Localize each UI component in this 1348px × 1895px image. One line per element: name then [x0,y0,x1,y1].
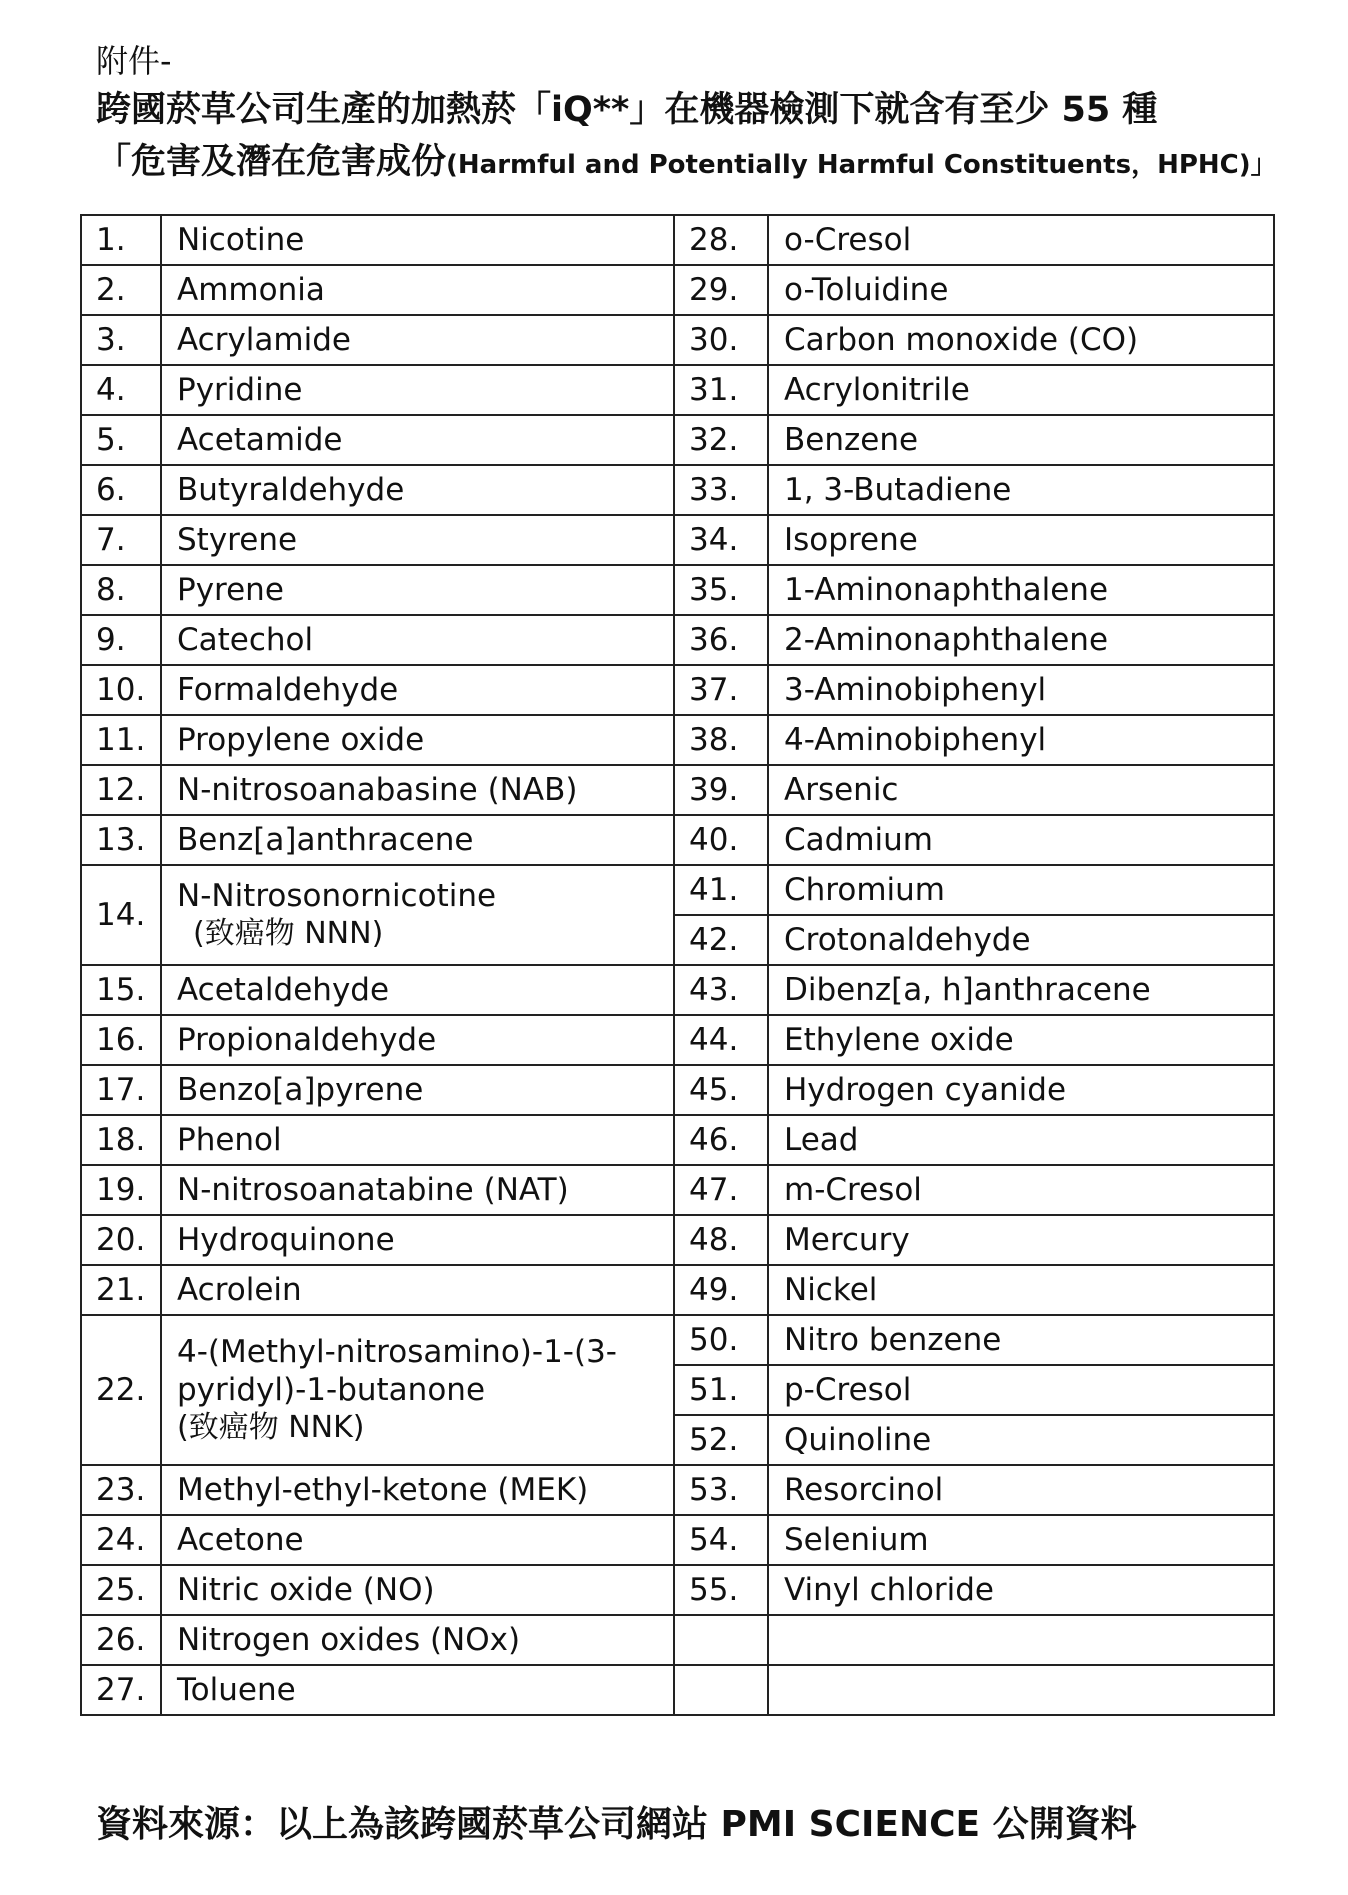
item-name [161,865,674,965]
item-number: 49. [674,1265,768,1315]
table-row [81,315,1274,365]
table-row [81,1015,1274,1065]
document-subtitle [96,136,1286,191]
item-name: Catechol [161,615,674,665]
item-number: 2. [81,265,161,315]
item-name: Lead [768,1115,1274,1165]
item-name: Benz[a]anthracene [161,815,674,865]
item-name: 3-Aminobiphenyl [768,665,1274,715]
item-name: Acetone [161,1515,674,1565]
table-row [81,1065,1274,1115]
item-name: Hydrogen cyanide [768,1065,1274,1115]
item-name: 4-Aminobiphenyl [768,715,1274,765]
item-number: 9. [81,615,161,665]
item-name: Ethylene oxide [768,1015,1274,1065]
item-number: 11. [81,715,161,765]
item-number: 32. [674,415,768,465]
item-number: 44. [674,1015,768,1065]
table-row [81,215,1274,265]
item-number: 36. [674,615,768,665]
item-number: 10. [81,665,161,715]
table-row [81,615,1274,665]
table-row [81,965,1274,1015]
item-number: 5. [81,415,161,465]
table-row [81,1265,1274,1315]
item-number: 48. [674,1215,768,1265]
empty-cell [674,1665,768,1715]
item-note: (致癌物 NNN) [193,916,384,951]
item-name: Acetamide [161,415,674,465]
item-number: 7. [81,515,161,565]
source-note: 資料來源：以上為該跨國菸草公司網站 PMI SCIENCE 公開資料 [96,1804,1137,1845]
item-number: 47. [674,1165,768,1215]
item-name: Pyridine [161,365,674,415]
table-row [81,1565,1274,1615]
item-number: 28. [674,215,768,265]
table-row [81,1215,1274,1265]
item-name: N-nitrosoanabasine (NAB) [161,765,674,815]
table-row [81,465,1274,515]
item-number: 20. [81,1215,161,1265]
item-number: 12. [81,765,161,815]
table-row [81,415,1274,465]
subtitle-english: (Harmful and Potentially Harmful Constituents，HPHC)」 [446,150,1277,180]
item-name: Phenol [161,1115,674,1165]
item-number: 29. [674,265,768,315]
item-name [161,1315,674,1465]
item-name-part: pyridyl)-1-butanone [177,1372,486,1408]
table-row [81,365,1274,415]
item-name: Methyl-ethyl-ketone (MEK) [161,1465,674,1515]
item-number: 33. [674,465,768,515]
item-name: Styrene [161,515,674,565]
item-number: 55. [674,1565,768,1615]
item-number: 40. [674,815,768,865]
item-name: Isoprene [768,515,1274,565]
item-name: Acetaldehyde [161,965,674,1015]
item-number: 23. [81,1465,161,1515]
item-name: m-Cresol [768,1165,1274,1215]
item-note: (致癌物 NNK) [177,1410,365,1445]
item-number: 41. [674,865,768,915]
item-name: Quinoline [768,1415,1274,1465]
attachment-label: 附件- [96,42,172,80]
item-name: Hydroquinone [161,1215,674,1265]
item-number: 53. [674,1465,768,1515]
item-number: 21. [81,1265,161,1315]
item-number: 24. [81,1515,161,1565]
item-number: 34. [674,515,768,565]
table-row [81,1515,1274,1565]
item-number: 26. [81,1615,161,1665]
item-number: 42. [674,915,768,965]
table-row [81,815,1274,865]
empty-cell [768,1665,1274,1715]
item-name: 2-Aminonaphthalene [768,615,1274,665]
item-number: 17. [81,1065,161,1115]
item-name: Nitrogen oxides (NOx) [161,1615,674,1665]
item-number: 8. [81,565,161,615]
item-number: 14. [81,865,161,965]
item-name: 1, 3-Butadiene [768,465,1274,515]
item-name-text: N-Nitrosonornicotine [177,878,497,914]
item-number: 6. [81,465,161,515]
item-name: Nicotine [161,215,674,265]
item-name: Nickel [768,1265,1274,1315]
item-number: 18. [81,1115,161,1165]
item-name: Mercury [768,1215,1274,1265]
item-number: 37. [674,665,768,715]
item-number: 1. [81,215,161,265]
item-number: 39. [674,765,768,815]
item-number: 27. [81,1665,161,1715]
item-name: Resorcinol [768,1465,1274,1515]
empty-cell [674,1615,768,1665]
table-row [81,865,1274,915]
document-title: 跨國菸草公司生產的加熱菸「iQ**」在機器檢測下就含有至少 55 種 [96,90,1158,130]
item-number: 51. [674,1365,768,1415]
item-name: Formaldehyde [161,665,674,715]
item-number: 19. [81,1165,161,1215]
item-name: Chromium [768,865,1274,915]
item-number: 52. [674,1415,768,1465]
item-name: Benzo[a]pyrene [161,1065,674,1115]
item-name: N-nitrosoanatabine (NAT) [161,1165,674,1215]
constituents-table [80,214,1275,1716]
item-name: Nitro benzene [768,1315,1274,1365]
table-row [81,1315,1274,1365]
item-name: Acrylamide [161,315,674,365]
item-name: 1-Aminonaphthalene [768,565,1274,615]
item-number: 25. [81,1565,161,1615]
item-name: Vinyl chloride [768,1565,1274,1615]
item-name: Crotonaldehyde [768,915,1274,965]
item-name: Pyrene [161,565,674,615]
item-number: 16. [81,1015,161,1065]
item-name: Propionaldehyde [161,1015,674,1065]
table-row [81,715,1274,765]
item-number: 45. [674,1065,768,1115]
table-row [81,565,1274,615]
item-number: 35. [674,565,768,615]
item-name: o-Cresol [768,215,1274,265]
table-row [81,1665,1274,1715]
table-row [81,515,1274,565]
item-name: Selenium [768,1515,1274,1565]
table-row [81,665,1274,715]
item-name: Butyraldehyde [161,465,674,515]
item-number: 22. [81,1315,161,1465]
item-name: Carbon monoxide (CO) [768,315,1274,365]
empty-cell [768,1615,1274,1665]
item-number: 43. [674,965,768,1015]
item-number: 4. [81,365,161,415]
table-row [81,765,1274,815]
item-number: 38. [674,715,768,765]
item-number: 13. [81,815,161,865]
item-number: 54. [674,1515,768,1565]
table-row [81,265,1274,315]
item-name: Propylene oxide [161,715,674,765]
item-name: Acrylonitrile [768,365,1274,415]
item-name: Ammonia [161,265,674,315]
item-name: Acrolein [161,1265,674,1315]
subtitle-chinese: 「危害及潛在危害成份 [96,142,447,182]
item-number: 3. [81,315,161,365]
item-name: Arsenic [768,765,1274,815]
table-row [81,1465,1274,1515]
table-row [81,1165,1274,1215]
item-name: Toluene [161,1665,674,1715]
item-name: o-Toluidine [768,265,1274,315]
item-name: p-Cresol [768,1365,1274,1415]
item-number: 31. [674,365,768,415]
table-row [81,1115,1274,1165]
item-name: Nitric oxide (NO) [161,1565,674,1615]
item-name-part: 4-(Methyl-nitrosamino)-1-(3- [177,1334,617,1370]
item-number: 30. [674,315,768,365]
item-name: Dibenz[a, h]anthracene [768,965,1274,1015]
item-number: 50. [674,1315,768,1365]
item-name: Benzene [768,415,1274,465]
item-name: Cadmium [768,815,1274,865]
document-header [96,38,1286,191]
item-number: 15. [81,965,161,1015]
table-row [81,1615,1274,1665]
item-number: 46. [674,1115,768,1165]
